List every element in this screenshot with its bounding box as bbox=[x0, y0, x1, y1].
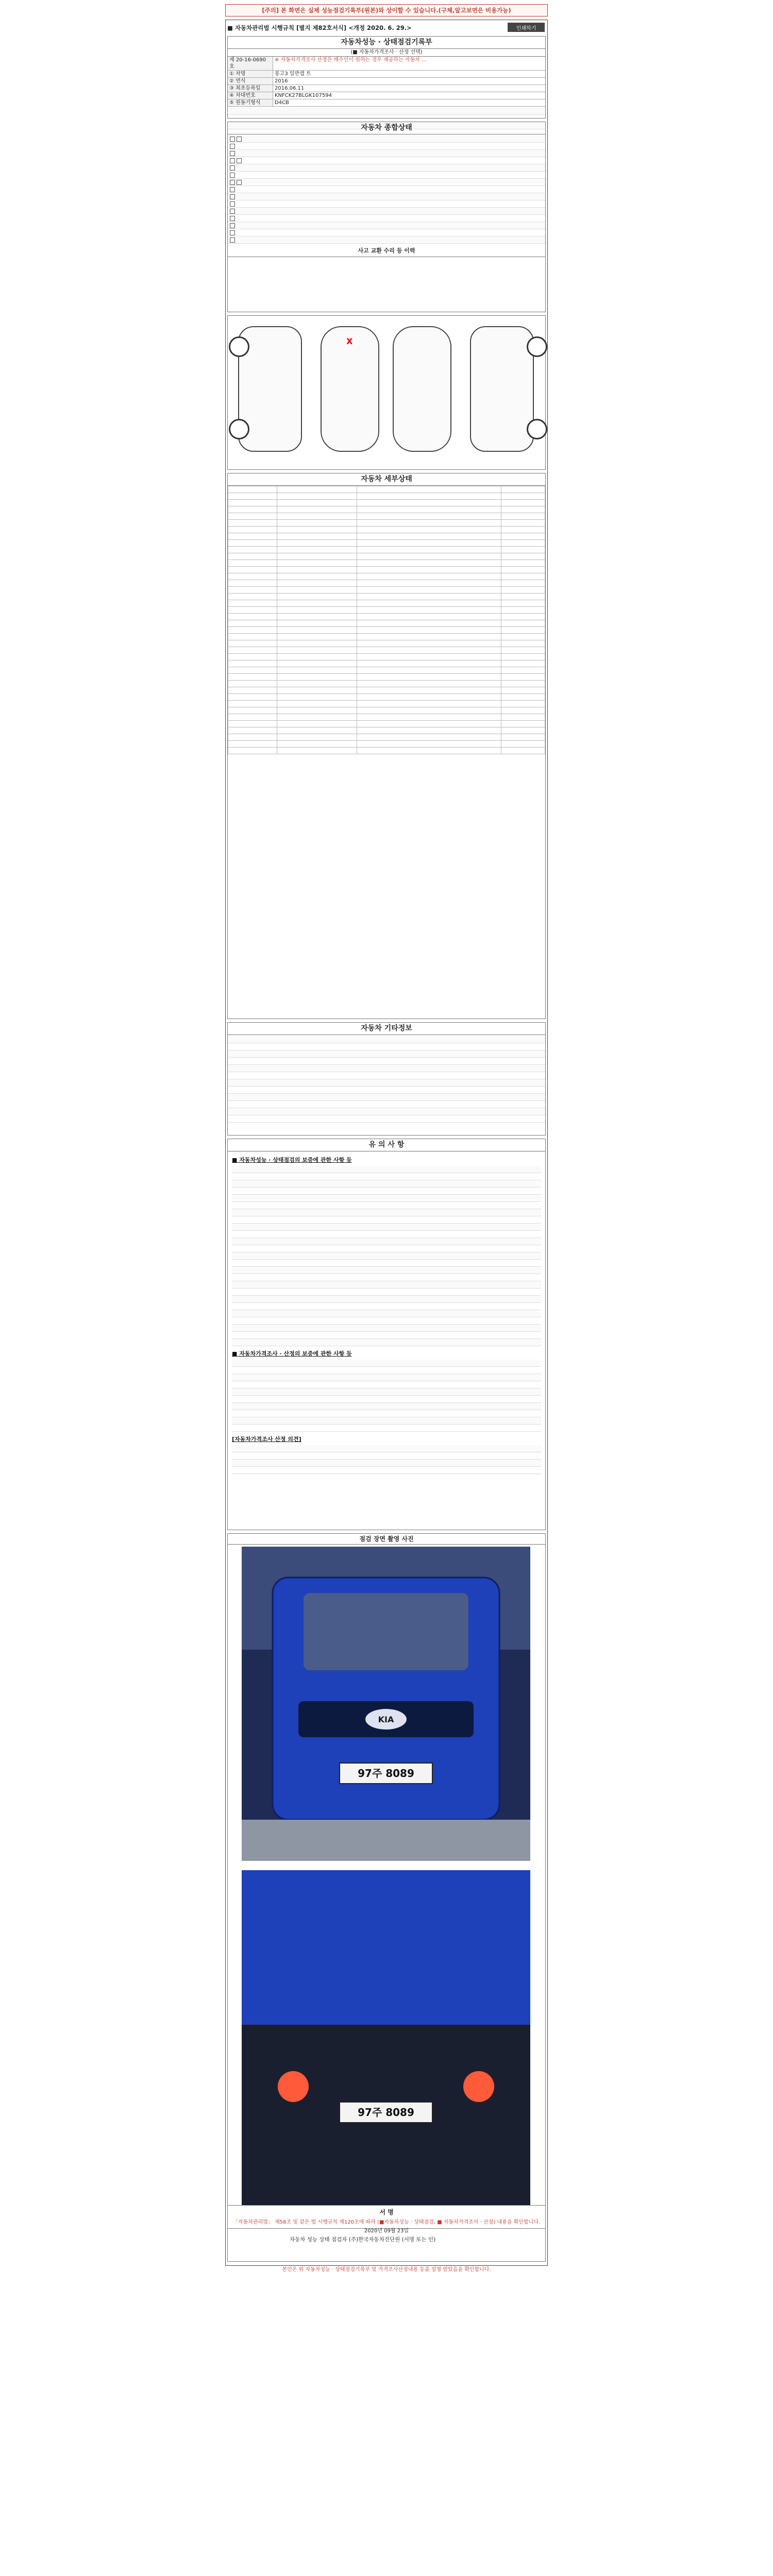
table-row bbox=[228, 500, 545, 506]
table-row bbox=[228, 587, 545, 594]
table-row bbox=[228, 520, 545, 527]
table-row bbox=[228, 714, 545, 721]
info-row bbox=[228, 78, 545, 85]
checkbox-icon[interactable] bbox=[237, 137, 242, 142]
checkbox-icon[interactable] bbox=[230, 165, 235, 171]
car-diagram-title: 사고 교환 수리 등 이력 bbox=[228, 245, 545, 257]
table-row bbox=[228, 553, 545, 560]
checkbox-icon[interactable] bbox=[230, 223, 235, 228]
wheel-icon bbox=[229, 419, 249, 439]
table-row bbox=[228, 627, 545, 634]
notes-section bbox=[227, 1139, 546, 1530]
table-row bbox=[228, 506, 545, 513]
checkbox-icon[interactable] bbox=[230, 158, 235, 163]
notes-heading-3: [자동차가격조사 산정 의견] bbox=[232, 1436, 301, 1443]
notes-lines-2 bbox=[232, 1359, 541, 1433]
info-row bbox=[228, 85, 545, 92]
sign-checker-line bbox=[228, 2234, 545, 2245]
car-diagram bbox=[228, 316, 545, 465]
notes-lines-1 bbox=[232, 1165, 541, 1347]
checkbox-icon[interactable] bbox=[230, 173, 235, 178]
notes-title: 유 의 사 항 bbox=[228, 1139, 545, 1151]
notes-heading-2: ■ 자동차가격조사 · 산정의 보증에 관한 사항 등 bbox=[232, 1350, 352, 1357]
checker-label: 자동차 성능 상태 점검자 bbox=[290, 2236, 347, 2243]
sign-date: 2020년 09월 23일 bbox=[364, 2228, 409, 2234]
rear-light-right bbox=[463, 2071, 494, 2102]
info-row bbox=[228, 57, 545, 71]
table-row bbox=[228, 721, 545, 727]
checkbox-icon[interactable] bbox=[230, 209, 235, 214]
checkbox-icon[interactable] bbox=[230, 230, 235, 235]
form-title: ■ 자동차관리법 시행규칙 [별지 제82호서식] <개정 2020. 6. 29.> bbox=[227, 24, 412, 31]
checkbox-icon[interactable] bbox=[230, 144, 235, 149]
table-row bbox=[228, 493, 545, 500]
sign-statement: 「자동차관리법」 제58조 및 같은 법 시행규칙 제120조에 따라 (■자동차성능 · 상태점검, ■ 자동차가격조사 · 산정) 내용을 확인합니다. bbox=[232, 2219, 541, 2225]
table-row bbox=[228, 660, 545, 667]
table-row bbox=[228, 547, 545, 553]
table-row bbox=[228, 580, 545, 587]
row-value: 2016.06.11 bbox=[275, 86, 305, 91]
notes-lines-3 bbox=[232, 1444, 541, 1475]
rear-photo bbox=[242, 1870, 530, 2205]
windshield bbox=[304, 1593, 468, 1670]
car-top-rear bbox=[393, 326, 451, 452]
floor bbox=[242, 1820, 530, 1861]
basic-info-section bbox=[227, 36, 546, 118]
info-row bbox=[228, 71, 545, 78]
row-value: ※ 자동차가격조사 산정은 매수인이 원하는 경우 제공하는 자동차 … bbox=[275, 57, 427, 63]
front-photo-image bbox=[242, 1547, 530, 1861]
signature-title: 서 명 bbox=[379, 2209, 394, 2216]
table-row bbox=[228, 634, 545, 640]
table-row bbox=[228, 707, 545, 714]
row-label: ④ 차대번호 bbox=[228, 92, 273, 99]
damage-x-icon: X bbox=[346, 336, 353, 346]
table-row bbox=[228, 486, 545, 493]
checkbox-icon[interactable] bbox=[230, 194, 235, 199]
table-row bbox=[228, 540, 545, 547]
overall-state-title: 자동차 종합상태 bbox=[228, 122, 545, 134]
table-row bbox=[228, 607, 545, 614]
truck-bed bbox=[242, 1870, 530, 2025]
state-lines bbox=[228, 134, 545, 245]
row-value: KNFCK27BLGK107594 bbox=[275, 93, 332, 98]
checkbox-icon[interactable] bbox=[230, 201, 235, 207]
table-row bbox=[228, 727, 545, 734]
row-value: D4CB bbox=[275, 100, 289, 106]
table-row bbox=[228, 701, 545, 707]
table-row bbox=[228, 741, 545, 748]
checkbox-icon[interactable] bbox=[230, 238, 235, 243]
table-row bbox=[228, 513, 545, 520]
notes-body bbox=[228, 1151, 545, 1477]
info-row bbox=[228, 92, 545, 99]
car-side-right bbox=[470, 326, 534, 452]
other-info-title: 자동차 기타정보 bbox=[228, 1023, 545, 1035]
notice-banner: [주의] 본 화면은 실제 성능점검기록부(원본)와 상이할 수 있습니다.(구체,알고보면은 비용가능) bbox=[225, 4, 548, 16]
detail-state-section bbox=[227, 473, 546, 1019]
table-row bbox=[228, 667, 545, 674]
table-row bbox=[228, 687, 545, 694]
brand-text: KIA bbox=[378, 1715, 394, 1724]
photo-title: 점검 장면 촬영 사진 bbox=[228, 1534, 545, 1545]
detail-state-title: 자동차 세부상태 bbox=[228, 473, 545, 486]
table-row bbox=[228, 748, 545, 754]
table-row bbox=[228, 694, 545, 701]
other-info-section bbox=[227, 1022, 546, 1136]
checkbox-icon[interactable] bbox=[237, 158, 242, 163]
table-row bbox=[228, 620, 545, 627]
record-subtitle: (■ 자동차가격조사 · 산정 선택) bbox=[228, 49, 545, 57]
signature-section bbox=[227, 2205, 546, 2262]
row-label: ⑤ 원동기형식 bbox=[228, 99, 273, 106]
checkbox-icon[interactable] bbox=[237, 180, 242, 185]
print-button[interactable]: 인쇄하기 bbox=[508, 23, 545, 32]
front-photo bbox=[242, 1547, 530, 1861]
wheel-icon bbox=[527, 419, 547, 439]
table-row bbox=[228, 640, 545, 647]
row-label: 제 20-16-0690 호 bbox=[228, 57, 273, 70]
wheel-icon bbox=[527, 336, 547, 357]
checkbox-icon[interactable] bbox=[230, 187, 235, 192]
plate-text: 97주 8089 bbox=[358, 1767, 414, 1780]
other-info-lines bbox=[228, 1035, 545, 1124]
rear-light-left bbox=[278, 2071, 309, 2102]
table-row bbox=[228, 681, 545, 687]
info-row bbox=[228, 99, 545, 107]
row-value: 2016 bbox=[275, 78, 288, 84]
table-row bbox=[228, 527, 545, 533]
table-row bbox=[228, 533, 545, 540]
table-row bbox=[228, 600, 545, 607]
row-label: ② 연식 bbox=[228, 78, 273, 84]
row-label: ① 차명 bbox=[228, 71, 273, 77]
notes-heading-1: ■ 자동차성능 · 상태점검의 보증에 관한 사항 등 bbox=[232, 1157, 352, 1163]
car-diagram-section bbox=[227, 315, 546, 470]
table-row bbox=[228, 560, 545, 567]
checker-name: (주)한국자동차진단원 bbox=[348, 2236, 400, 2243]
footer-statement: 본인은 위 자동차성능 · 상태점검기록부 및 가격조사산정내용 등을 설명 받았음을 확인합니다. bbox=[282, 2267, 491, 2273]
seal-label: (서명 또는 인) bbox=[401, 2236, 436, 2243]
table-row bbox=[228, 594, 545, 600]
detail-state-table bbox=[228, 486, 545, 754]
table-row bbox=[228, 734, 545, 741]
table-row bbox=[228, 654, 545, 660]
row-label: ③ 최초등록일 bbox=[228, 85, 273, 92]
checkbox-icon[interactable] bbox=[230, 151, 235, 156]
table-row bbox=[228, 674, 545, 681]
row-value: 봉고3 일반캡 트 bbox=[275, 71, 311, 77]
checkbox-icon[interactable] bbox=[230, 180, 235, 185]
table-row bbox=[228, 614, 545, 620]
checkbox-icon[interactable] bbox=[230, 216, 235, 221]
table-row bbox=[228, 567, 545, 573]
table-row bbox=[228, 573, 545, 580]
checkbox-icon[interactable] bbox=[230, 137, 235, 142]
rear-plate-text: 97주 8089 bbox=[358, 2106, 414, 2119]
record-title: 자동차성능 · 상태점검기록부 bbox=[228, 37, 545, 49]
rear-photo-image bbox=[242, 1870, 530, 2205]
wheel-icon bbox=[229, 336, 249, 357]
document-header bbox=[225, 22, 548, 34]
overall-state-section bbox=[227, 122, 546, 312]
table-row bbox=[228, 647, 545, 654]
